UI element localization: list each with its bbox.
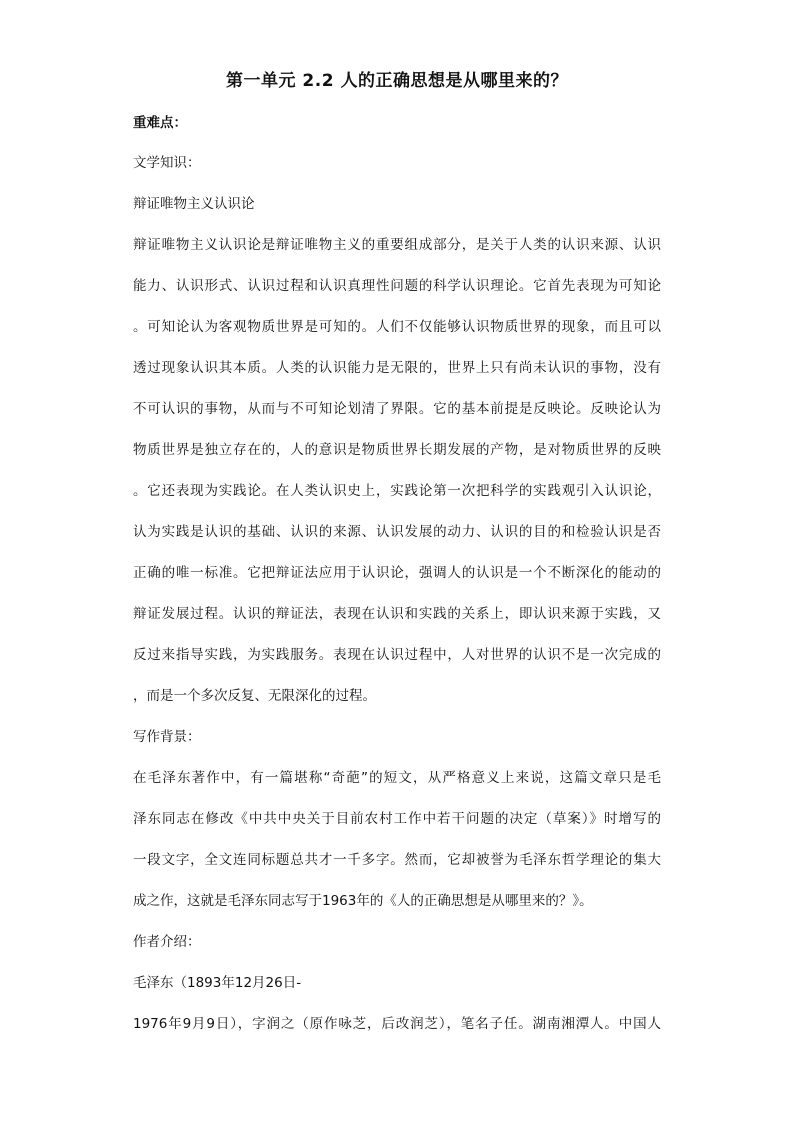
paragraph-line: 反过来指导实践，为实践服务。表现在认识过程中，人对世界的认识不是一次完成的: [133, 647, 661, 663]
paragraph-line: 正确的唯一标准。它把辩证法应用于认识论，强调人的认识是一个不断深化的能动的: [133, 565, 661, 581]
paragraph-line: 。它还表现为实践论。在人类认识史上，实践论第一次把科学的实践观引入认识论，: [133, 483, 661, 499]
paragraph-line: 一段文字，全文连同标题总共才一千多字。然而，它却被誉为毛泽东哲学理论的集大: [133, 852, 661, 868]
section-heading-author-intro: 作者介绍：: [133, 934, 201, 950]
paragraph-line: 透过现象认识其本质。人类的认识能力是无限的，世界上只有尚未认识的事物，没有: [133, 360, 661, 376]
paragraph-line: 。可知论认为客观物质世界是可知的。人们不仅能够认识物质世界的现象，而且可以: [133, 319, 661, 335]
paragraph-line: 1976年9月9日），字润之（原作咏芝，后改润芝），笔名子任。湖南湘潭人。中国人: [133, 1016, 661, 1032]
section-heading-key-points: 重难点：: [133, 115, 187, 131]
paragraph-line: 不可认识的事物，从而与不可知论划清了界限。它的基本前提是反映论。反映论认为: [133, 401, 661, 417]
section-heading-literary-knowledge: 文学知识：: [133, 155, 201, 171]
paragraph-line: 在毛泽东著作中，有一篇堪称“奇葩”的短文，从严格意义上来说，这篇文章只是毛: [133, 770, 661, 786]
subheading-dialectical-epistemology: 辩证唯物主义认识论: [133, 196, 255, 212]
paragraph-line: 认为实践是认识的基础、认识的来源、认识发展的动力、认识的目的和检验认识是否: [133, 524, 661, 540]
paragraph-line: 辩证唯物主义认识论是辩证唯物主义的重要组成部分，是关于人类的认识来源、认识: [133, 237, 661, 253]
paragraph-line: 泽东同志在修改《中共中央关于目前农村工作中若干问题的决定（草案）》时增写的: [133, 811, 661, 827]
paragraph-line: 物质世界是独立存在的，人的意识是物质世界长期发展的产物，是对物质世界的反映: [133, 442, 661, 458]
paragraph-line: 辩证发展过程。认识的辩证法，表现在认识和实践的关系上，即认识来源于实践，又: [133, 606, 661, 622]
paragraph-line: 毛泽东（1893年12月26日-: [133, 975, 302, 991]
paragraph-line: ，而是一个多次反复、无限深化的过程。: [133, 688, 376, 704]
page-title: 第一单元 2.2 人的正确思想是从哪里来的？: [226, 71, 568, 91]
paragraph-line: 成之作，这就是毛泽东同志写于1963年的《人的正确思想是从哪里来的？》。: [133, 893, 593, 909]
section-heading-writing-background: 写作背景：: [133, 729, 201, 745]
paragraph-line: 能力、认识形式、认识过程和认识真理性问题的科学认识理论。它首先表现为可知论: [133, 278, 661, 294]
